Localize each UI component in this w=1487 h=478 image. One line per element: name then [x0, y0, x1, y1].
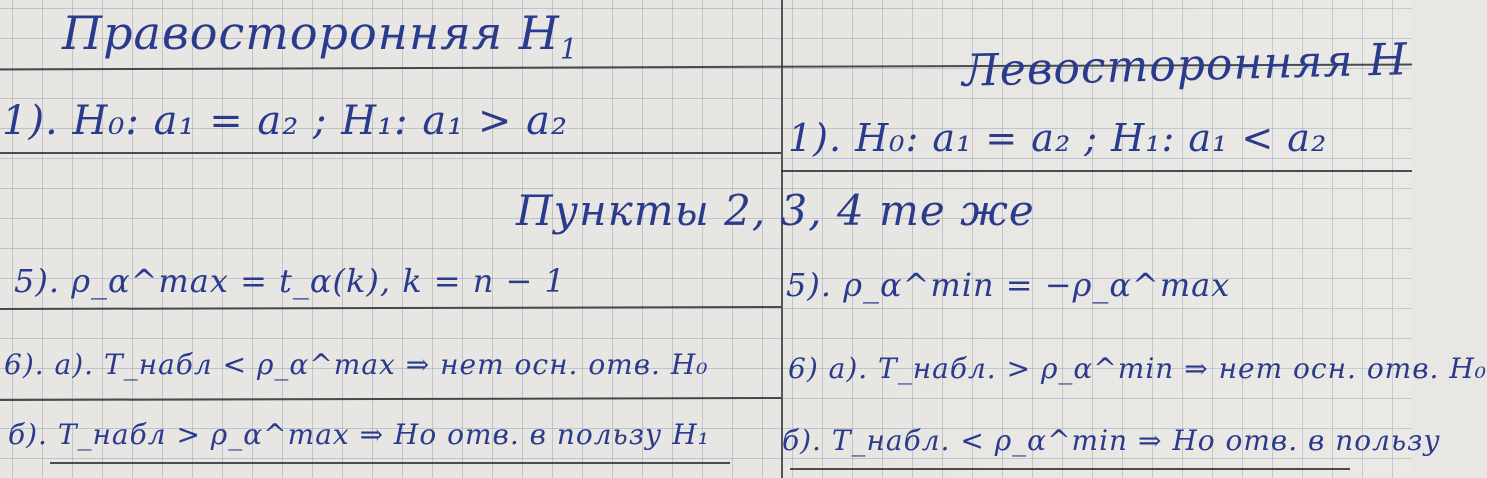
- rule-line-row1-left: [0, 152, 781, 154]
- right-title-text: Левосторонняя H: [961, 34, 1409, 97]
- left-column-title: [62, 6, 578, 66]
- left-decision-b-line: б). T_набл > ρ_α^max ⇒ Но отв. в пользу H₁: [8, 418, 710, 451]
- rule-line-row1-right: [781, 170, 1412, 172]
- rule-line-row6-left: [0, 397, 781, 401]
- left-hypotheses-line: 1). H₀: a₁ = a₂ ; H₁: a₁ > a₂: [2, 98, 569, 144]
- right-column-title: [961, 34, 1408, 97]
- rule-line-bottom-left: [50, 462, 730, 464]
- common-steps-note: Пункты 2, 3, 4 те же: [516, 186, 1035, 235]
- right-decision-b-line: б). T_набл. < ρ_α^min ⇒ Но отв. в пользу: [782, 424, 1441, 457]
- column-divider: [781, 0, 783, 478]
- right-critical-point-line: 5). ρ_α^min = −ρ_α^max: [786, 266, 1231, 304]
- rule-line-row5-left: [0, 306, 781, 310]
- left-title-subscript: 1: [559, 32, 579, 66]
- right-hypotheses-line: 1). H₀: a₁ = a₂ ; H₁: a₁ < a₂: [788, 116, 1328, 160]
- left-decision-a-line: 6). a). T_набл < ρ_α^max ⇒ нет осн. отв. H₀: [4, 348, 709, 381]
- left-title-text: Правосторонняя H: [62, 6, 560, 60]
- rule-line-bottom-right: [790, 468, 1350, 470]
- left-critical-point-line: 5). ρ_α^max = t_α(k), k = n − 1: [14, 262, 566, 300]
- right-decision-a-line: 6) a). T_набл. > ρ_α^min ⇒ нет осн. отв. H₀: [788, 352, 1487, 385]
